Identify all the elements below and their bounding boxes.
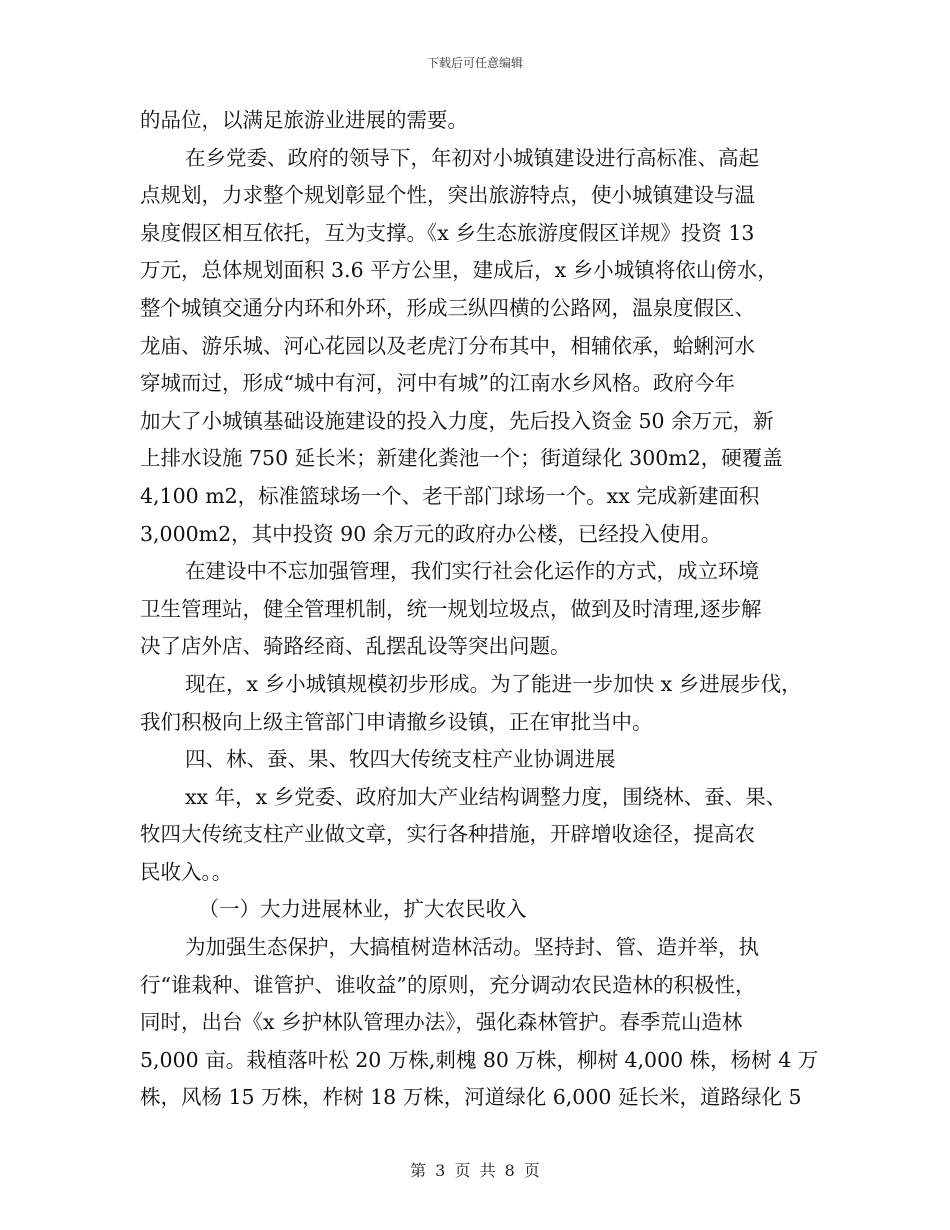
text-line: 点规划，力求整个规划彰显个性，突出旅游特点，使小城镇建设与温: [140, 183, 755, 208]
text-line: 四、林、蚕、果、牧四大传统支柱产业协调进展: [185, 747, 616, 772]
text-line: 我们积极向上级主管部门申请撤乡设镇，正在审批当中。: [140, 709, 653, 734]
text-line: 现在，x 乡小城镇规模初步形成。为了能进一步加快 x 乡进展步伐，: [185, 671, 802, 696]
document-body: [140, 102, 820, 1117]
text-line: 在建设中不忘加强管理，我们实行社会化运作的方式，成立环境: [185, 559, 759, 584]
text-line: 卫生管理站，健全管理机制，统一规划垃圾点，做到及时清理,逐步解: [140, 596, 762, 621]
text-line: xx 年，x 乡党委、政府加大产业结构调整力度，围绕林、蚕、果、: [185, 784, 787, 809]
text-line: 穿城而过，形成“城中有河，河中有城”的江南水乡风格。政府今年: [140, 371, 735, 396]
text-line: （一）大力进展林业，扩大农民收入: [198, 897, 527, 922]
page-header: 下载后可任意编辑: [426, 56, 523, 70]
text-line: 上排水设施 750 延长米；新建化粪池一个；街道绿化 300m2，硬覆盖: [140, 446, 783, 471]
text-line: 5,000 亩。栽植落叶松 20 万株,刺槐 80 万株，柳树 4,000 株，杨树 4 万: [140, 1047, 819, 1072]
text-line: 为加强生态保护，大搞植树造林活动。坚持封、管、造并举，执: [185, 935, 759, 960]
page-footer: 第 3 页 共 8 页: [410, 1161, 540, 1180]
text-line: 泉度假区相互依托，互为支撑。《x 乡生态旅游度假区详规》投资 13: [140, 220, 755, 245]
text-line: 3,000m2，其中投资 90 余万元的政府办公楼，已经投入使用。: [140, 521, 722, 546]
text-line: 的品位，以满足旅游业进展的需要。: [140, 108, 468, 132]
text-line: 龙庙、游乐城、河心花园以及老虎汀分布其中，相辅依承，蛤蜊河水: [140, 333, 755, 358]
text-line: 整个城镇交通分内环和外环，形成三纵四横的公路网，温泉度假区、: [140, 295, 755, 320]
text-line: 民收入。。: [140, 859, 233, 884]
text-line: 株，风杨 15 万株，柞树 18 万株，河道绿化 6,000 延长米，道路绿化 5: [140, 1085, 802, 1110]
text-line: 万元，总体规划面积 3.6 平方公里，建成后，x 乡小城镇将依山傍水，: [140, 258, 778, 283]
text-line: 行“谁栽种、谁管护、谁收益”的原则，充分调动农民造林的积极性，: [140, 972, 756, 997]
text-line: 在乡党委、政府的领导下，年初对小城镇建设进行高标准、高起: [185, 145, 759, 170]
text-line: 同时，出台《x 乡护林队管理办法》，强化森林管护。春季荒山造林: [140, 1010, 743, 1035]
text-line: 牧四大传统支柱产业做文章，实行各种措施，开辟增收途径，提高农: [140, 822, 755, 847]
text-line: 决了店外店、骑路经商、乱摆乱设等突出问题。: [140, 634, 571, 659]
text-line: 4,100 m2，标准篮球场一个、老干部门球场一个。xx 完成新建面积: [140, 483, 760, 508]
text-line: 加大了小城镇基础设施建设的投入力度，先后投入资金 50 余万元，新: [140, 408, 774, 433]
